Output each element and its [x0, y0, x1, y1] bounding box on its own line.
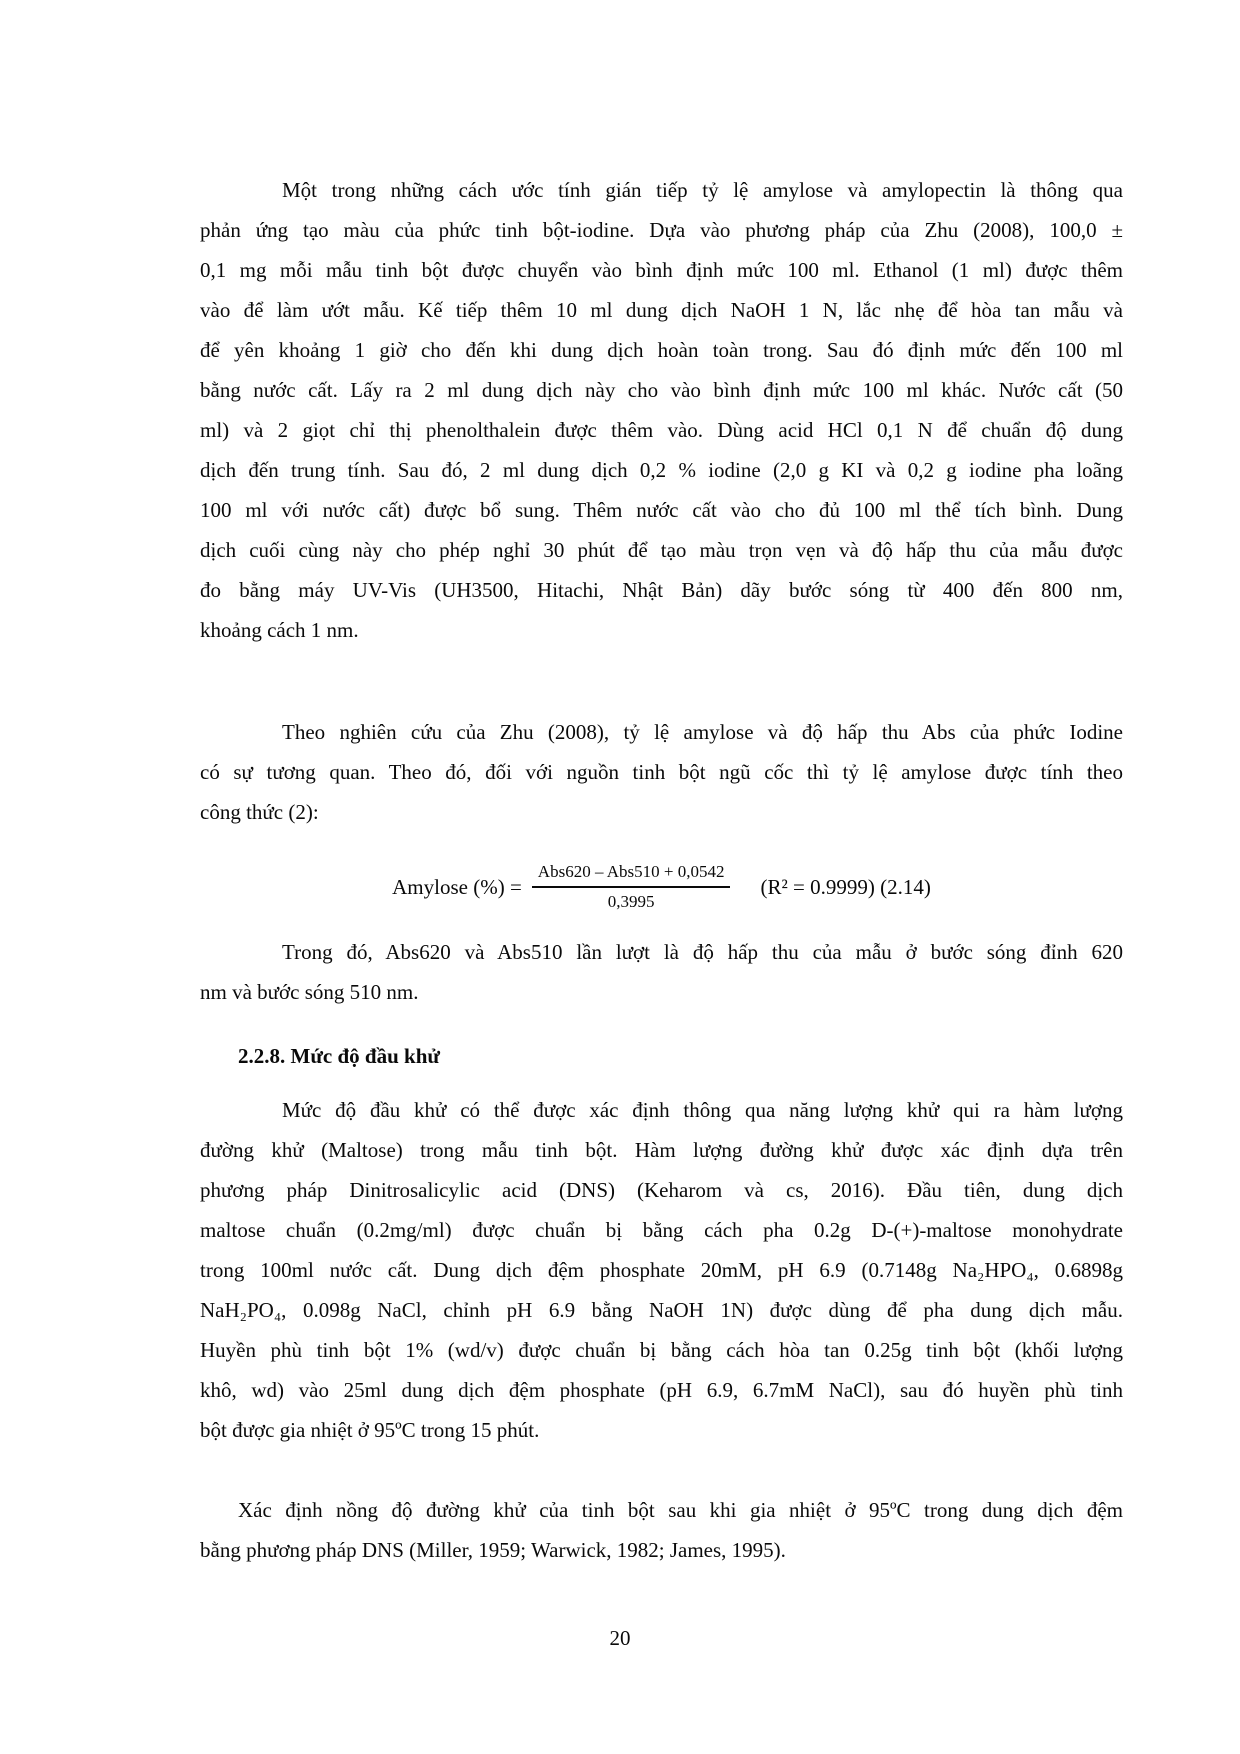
text-line: dịch cuối cùng này cho phép nghỉ 30 phút để tạo màu trọn vẹn và độ hấp thu của mẫu được — [200, 538, 1123, 562]
text-line: có sự tương quan. Theo đó, đối với nguồn tinh bột ngũ cốc thì tỷ lệ amylose được tính theo — [200, 760, 1123, 784]
formula-numerator: Abs620 – Abs510 + 0,0542 — [537, 862, 725, 881]
amylose-formula — [200, 850, 1123, 924]
paragraph-dns-method — [200, 1490, 1123, 1570]
text-line: Mức độ đầu khử có thể được xác định thông qua năng lượng khử qui ra hàm lượng — [282, 1098, 1123, 1122]
text-line: ml) và 2 giọt chỉ thị phenolthalein được thêm vào. Dùng acid HCl 0,1 N để chuẩn độ dung — [200, 418, 1123, 442]
text-line: bằng phương pháp DNS (Miller, 1959; Warwick, 1982; James, 1995). — [200, 1538, 786, 1562]
text-line: bột được gia nhiệt ở 95ºC trong 15 phút. — [200, 1418, 540, 1442]
formula-lhs: Amylose (%) = — [392, 874, 522, 899]
formula-r-squared-label: (R² = 0.9999) (2.14) — [760, 874, 931, 899]
text-line: 0,1 mg mỗi mẫu tinh bột được chuyển vào bình định mức 100 ml. Ethanol (1 ml) được thêm — [200, 258, 1123, 282]
paragraph-reducing-degree — [200, 1090, 1123, 1450]
text-block — [200, 170, 1123, 1570]
text-line: khoảng cách 1 nm. — [200, 618, 359, 642]
text-line: trong 100ml nước cất. Dung dịch đệm phosphate 20mM, pH 6.9 (0.7148g Na₂HPO₄, 0.6898g — [200, 1258, 1123, 1282]
paragraph-amylose-method — [200, 170, 1123, 650]
text-line: phương pháp Dinitrosalicylic acid (DNS) (Keharom và cs, 2016). Đầu tiên, dung dịch — [200, 1178, 1123, 1202]
paragraph-abs-explanation — [200, 932, 1123, 1012]
text-line: Xác định nồng độ đường khử của tinh bột sau khi gia nhiệt ở 95ºC trong dung dịch đệm — [238, 1498, 1123, 1522]
text-line: NaH₂PO₄, 0.098g NaCl, chỉnh pH 6.9 bằng NaOH 1N) được dùng để pha dung dịch mẫu. — [200, 1298, 1123, 1322]
text-line: Một trong những cách ước tính gián tiếp tỷ lệ amylose và amylopectin là thông qua — [282, 178, 1123, 202]
text-line: maltose chuẩn (0.2mg/ml) được chuẩn bị bằng cách pha 0.2g D-(+)-maltose monohydrate — [200, 1218, 1123, 1242]
text-line: để yên khoảng 1 giờ cho đến khi dung dịch hoàn toàn trong. Sau đó định mức đến 100 ml — [200, 338, 1123, 362]
text-line: phản ứng tạo màu của phức tinh bột-iodine. Dựa vào phương pháp của Zhu (2008), 100,0 ± — [200, 218, 1123, 242]
text-line: Trong đó, Abs620 và Abs510 lần lượt là độ hấp thu của mẫu ở bước sóng đỉnh 620 — [282, 940, 1123, 964]
text-line: công thức (2): — [200, 800, 319, 824]
text-line: 100 ml với nước cất) được bổ sung. Thêm nước cất vào cho đủ 100 ml thể tích bình. Dung — [200, 498, 1123, 522]
text-line: dịch đến trung tính. Sau đó, 2 ml dung dịch 0,2 % iodine (2,0 g KI và 0,2 g iodine pha loãng — [200, 458, 1123, 482]
formula-fraction — [532, 860, 731, 914]
text-line: Theo nghiên cứu của Zhu (2008), tỷ lệ amylose và độ hấp thu Abs của phức Iodine — [282, 720, 1123, 744]
text-line: khô, wd) vào 25ml dung dịch đệm phosphate (pH 6.9, 6.7mM NaCl), sau đó huyền phù tinh — [200, 1378, 1123, 1402]
page-number: 20 — [609, 1626, 631, 1650]
paragraph-zhu-correlation — [200, 712, 1123, 832]
section-heading-2-2-8: 2.2.8. Mức độ đầu khử — [238, 1044, 440, 1068]
text-line: đo bằng máy UV-Vis (UH3500, Hitachi, Nhật Bản) dãy bước sóng từ 400 đến 800 nm, — [200, 578, 1123, 602]
text-line: bằng nước cất. Lấy ra 2 ml dung dịch này cho vào bình định mức 100 ml khác. Nước cất (50 — [200, 378, 1123, 402]
formula-denominator: 0,3995 — [532, 886, 731, 914]
text-line: nm và bước sóng 510 nm. — [200, 980, 419, 1004]
text-line: Huyền phù tinh bột 1% (wd/v) được chuẩn bị bằng cách hòa tan 0.25g tinh bột (khối lượng — [200, 1338, 1123, 1362]
text-line: đường khử (Maltose) trong mẫu tinh bột. Hàm lượng đường khử được xác định dựa trên — [200, 1138, 1123, 1162]
text-line: vào để làm ướt mẫu. Kế tiếp thêm 10 ml dung dịch NaOH 1 N, lắc nhẹ để hòa tan mẫu và — [200, 298, 1123, 322]
